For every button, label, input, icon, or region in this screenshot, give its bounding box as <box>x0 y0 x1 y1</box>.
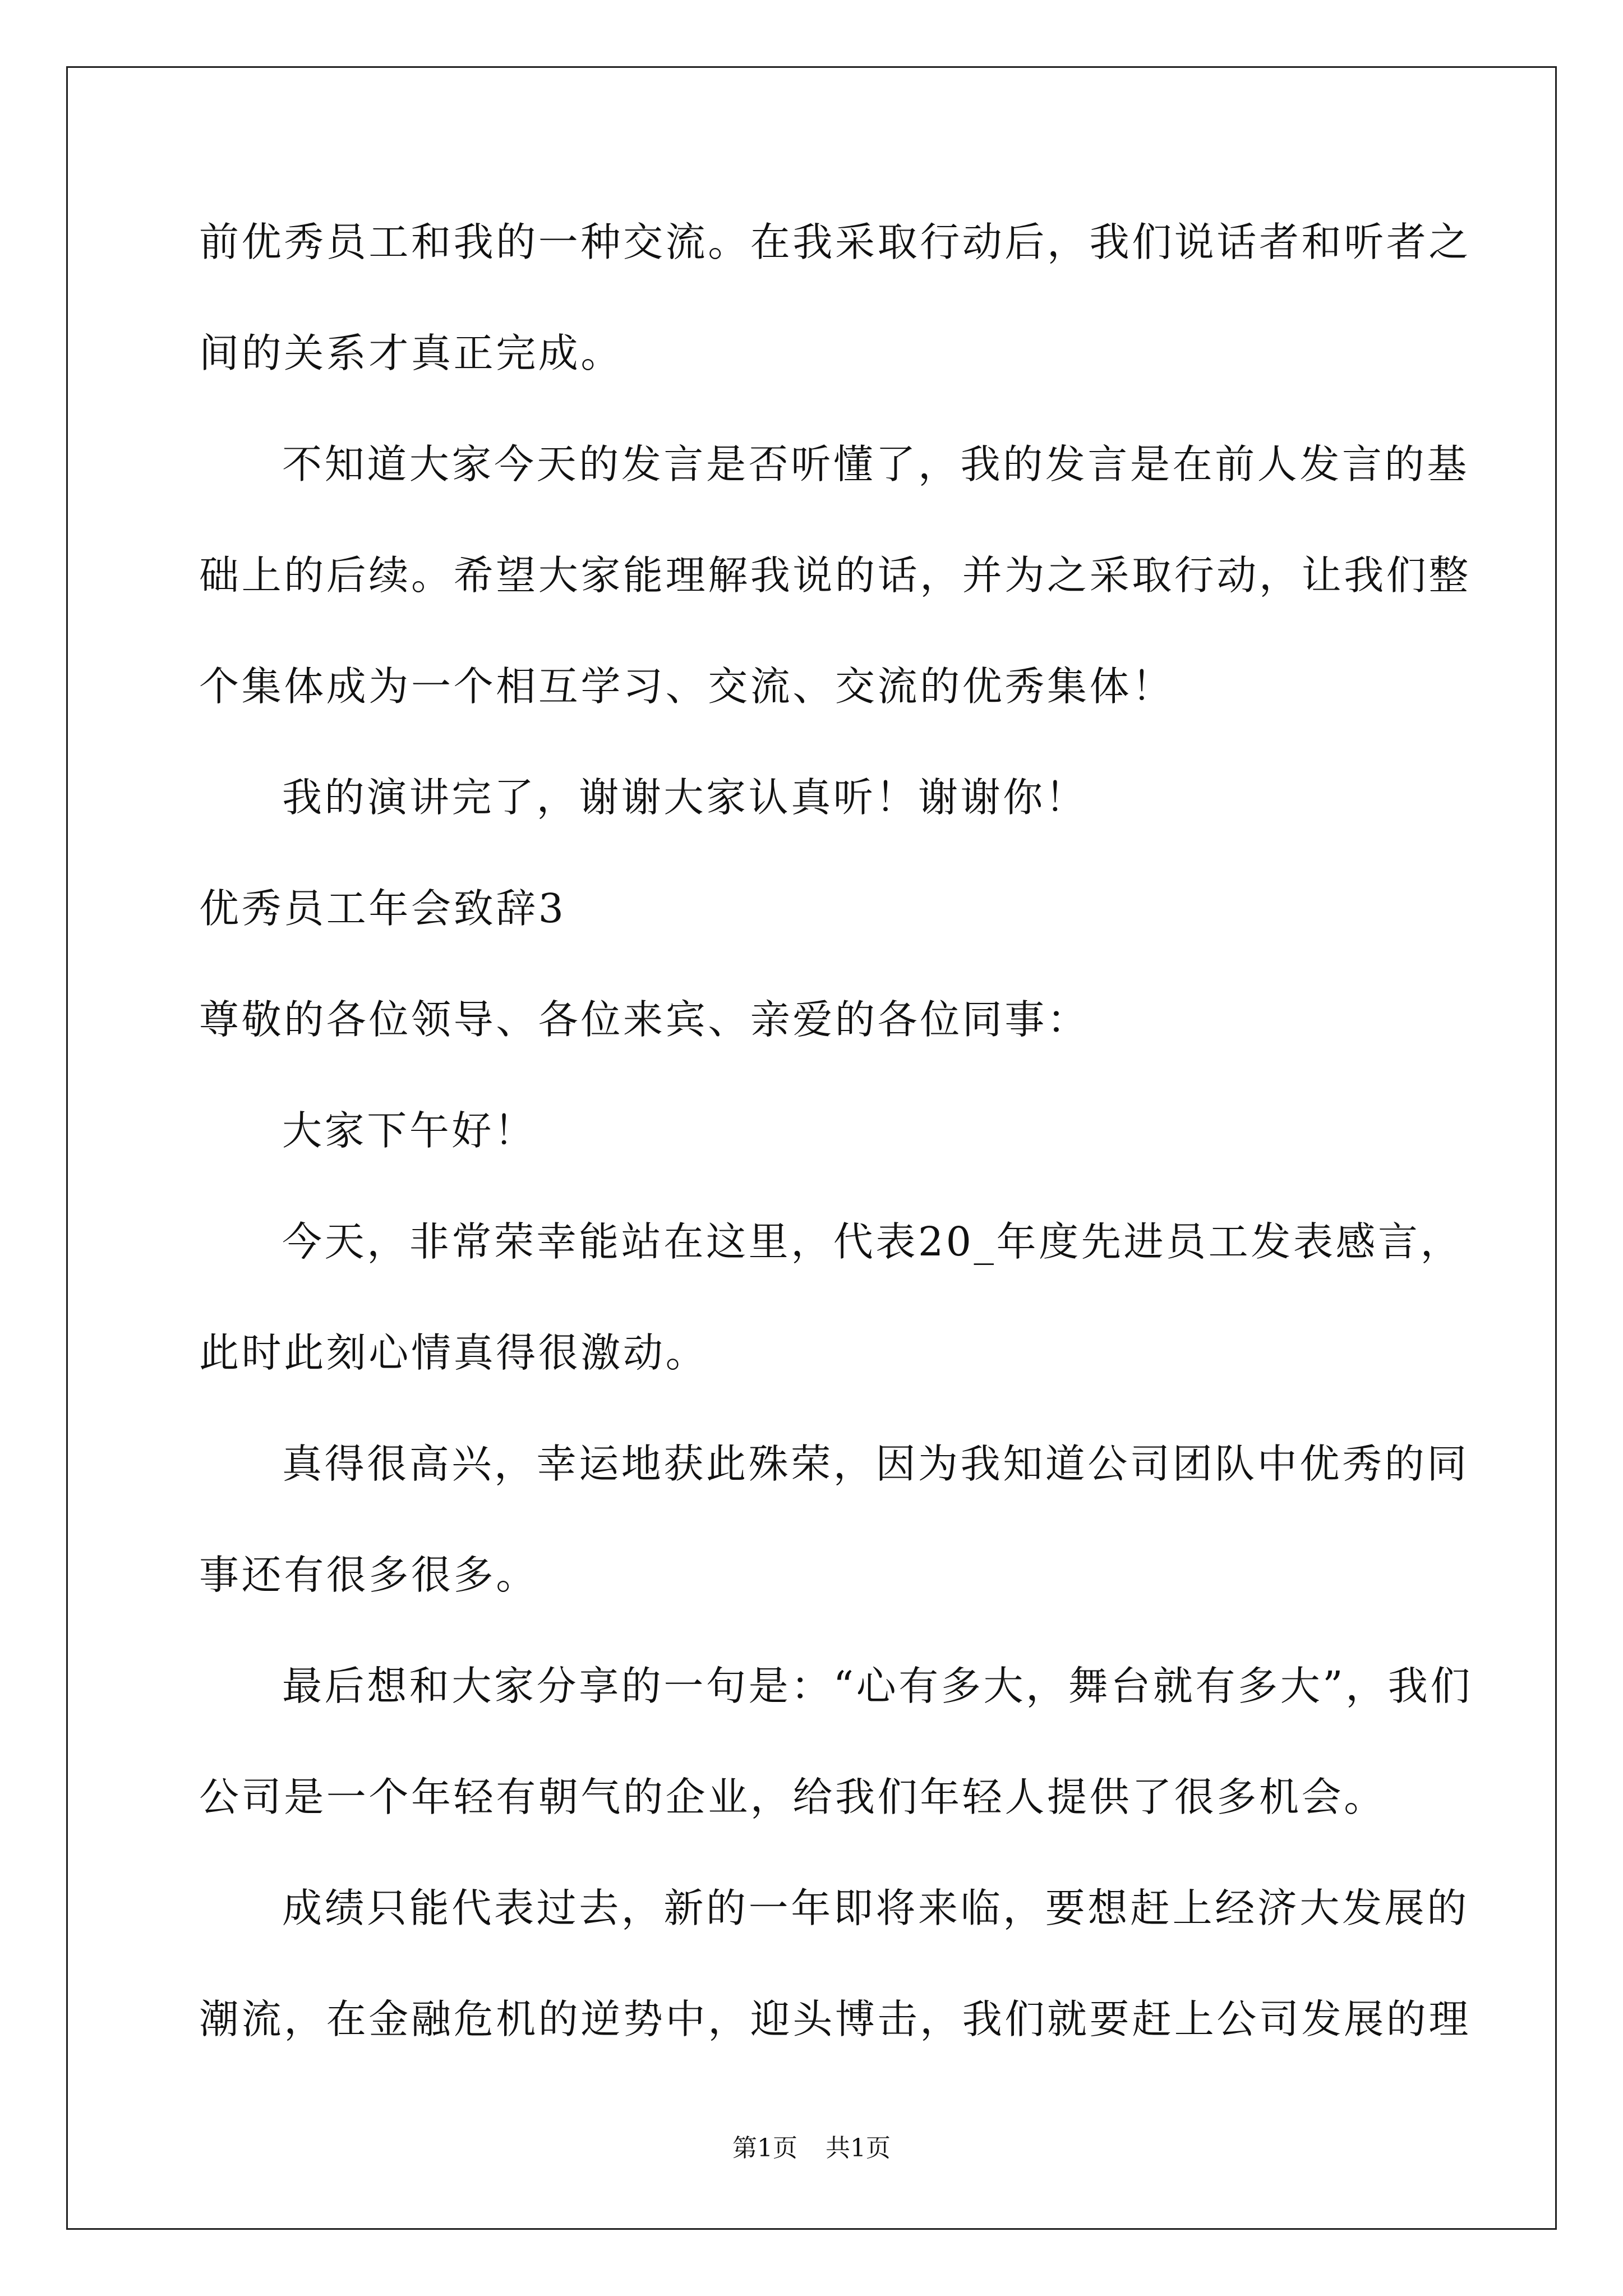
text-line: 成绩只能代表过去，新的一年即将来临，要想赶上经济大发展的 <box>282 1885 1469 1931</box>
text-line: 不知道大家今天的发言是否听懂了，我的发言是在前人发言的基 <box>282 441 1469 487</box>
text-line: 真得很高兴，幸运地获此殊荣，因为我知道公司团队中优秀的同 <box>282 1441 1469 1487</box>
text-line: 前优秀员工和我的一种交流。在我采取行动后，我们说话者和听者之 <box>199 219 1472 265</box>
page-footer <box>0 2132 1623 2165</box>
section-heading: 优秀员工年会致辞3 <box>199 885 566 932</box>
text-line: 础上的后续。希望大家能理解我说的话，并为之采取行动，让我们整 <box>199 552 1472 599</box>
salutation: 尊敬的各位领导、各位来宾、亲爱的各位同事： <box>199 996 1090 1043</box>
text-line: 事还有很多很多。 <box>199 1552 538 1598</box>
page-number: 第1页 <box>732 2134 797 2162</box>
text-line: 我的演讲完了，谢谢大家认真听！谢谢你！ <box>282 774 1088 821</box>
text-line: 最后想和大家分享的一句是：“心有多大，舞台就有多大”，我们 <box>282 1663 1473 1709</box>
text-line: 潮流，在金融危机的逆势中，迎头博击，我们就要赶上公司发展的理 <box>199 1996 1472 2042</box>
page-total: 共1页 <box>826 2134 891 2162</box>
text-line: 间的关系才真正完成。 <box>199 330 624 376</box>
text-line: 今天，非常荣幸能站在这里，代表20_年度先进员工发表感言， <box>282 1218 1463 1265</box>
text-line: 此时此刻心情真得很激动。 <box>199 1329 708 1376</box>
greeting: 大家下午好！ <box>282 1107 537 1154</box>
text-line: 个集体成为一个相互学习、交流、交流的优秀集体！ <box>199 663 1174 710</box>
text-line: 公司是一个年轻有朝气的企业，给我们年轻人提供了很多机会。 <box>199 1774 1386 1820</box>
